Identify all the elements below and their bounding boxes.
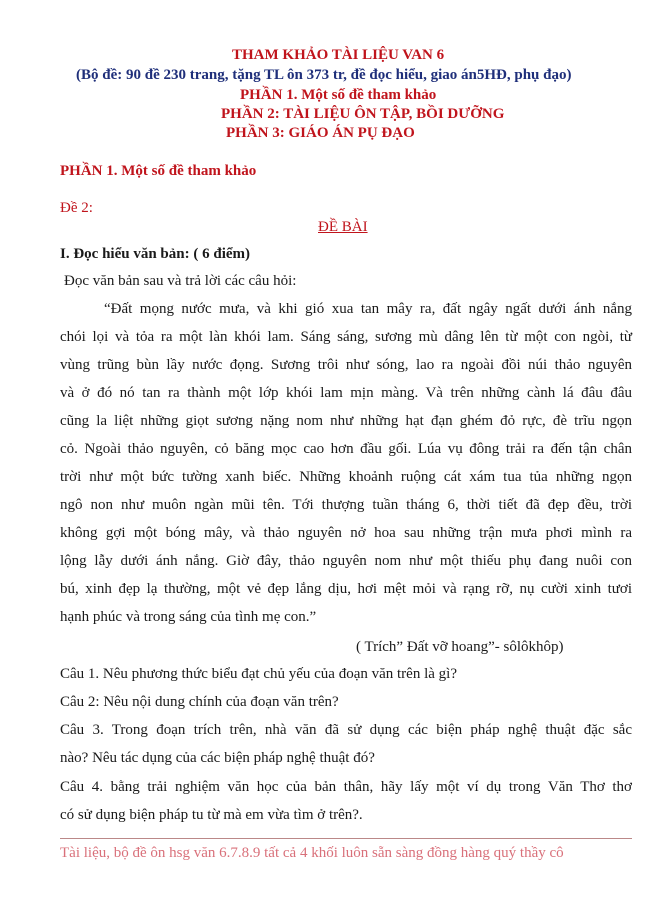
passage-line: vùng trũng bùn lầy nước đọng. Sương trôi như sóng, lao ra ngoài đồi núi thảo nguyên [60, 357, 632, 373]
passage-line: trời như một bức tường xanh biếc. Những khoảnh ruộng cát xám tua tủa những ngọn [60, 469, 632, 485]
part-heading: I. Đọc hiểu văn bản: ( 6 điểm) [60, 246, 251, 262]
question-3: Câu 3. Trong đoạn trích trên, nhà văn đã sử dụng các biện pháp nghệ thuật đặc sắc [60, 722, 632, 738]
passage-line: cỏ. Ngoài thảo nguyên, cỏ băng mọc cao hơn đầu gối. Lúa vụ đông trải ra đến tận chân [60, 441, 632, 457]
citation: ( Trích” Đất vỡ hoang”- sôlôkhôp) [356, 639, 564, 655]
passage-line: chói lọi và tỏa ra một làn khói lam. Sáng sáng, sương mù dâng lên từ một con ngòi, từ [60, 329, 632, 345]
instruction: Đọc văn bản sau và trả lời các câu hỏi: [64, 273, 297, 289]
question-1: Câu 1. Nêu phương thức biểu đạt chủ yếu của đoạn văn trên là gì? [60, 666, 457, 682]
toc-part3: PHẦN 3: GIÁO ÁN PỤ ĐẠO [226, 125, 415, 141]
toc-part1: PHẦN 1. Một số đề tham khảo [240, 87, 437, 103]
doc-subtitle: (Bộ đề: 90 đề 230 trang, tặng TL ôn 373 tr, đề đọc hiểu, giao án5HĐ, phụ đạo) [76, 67, 572, 83]
passage-line: “Đất mọng nước mưa, và khi gió xua tan mây ra, đất ngây ngất dưới ánh nắng [104, 301, 632, 317]
exam-label: Đề 2: [60, 200, 93, 216]
section-heading: PHẦN 1. Một số đề tham khảo [60, 163, 257, 179]
passage-line: ngô non như muôn ngàn mũi tên. Tới thượng tuần tháng 6, thời tiết đã đẹp đều, trời [60, 497, 632, 513]
question-4: Câu 4. bằng trải nghiệm văn học của bản thân, hãy lấy một ví dụ trong Văn Thơ thơ [60, 779, 632, 795]
passage-line: hạnh phúc và trong sáng của tình mẹ con.” [60, 609, 317, 625]
passage-line: lộng lẫy dưới ánh nắng. Giờ đây, thảo nguyên nom như một thiếu phụ đang nuôi con [60, 553, 632, 569]
question-3-cont: nào? Nêu tác dụng của các biện pháp nghệ thuật đó? [60, 750, 375, 766]
passage-line: không gợi một bóng mây, và thảo nguyên nở hoa sau những trận mưa phơi mình ra [60, 525, 632, 541]
passage-line: bú, xinh đẹp lạ thường, một vẻ đẹp lắng dịu, hơi mệt mỏi và rạng rỡ, nụ cười xinh tươi [60, 581, 632, 597]
footer-divider [60, 838, 632, 839]
question-2: Câu 2: Nêu nội dung chính của đoạn văn trên? [60, 694, 339, 710]
footer-note: Tài liệu, bộ đề ôn hsg văn 6.7.8.9 tất cả 4 khối luôn sẵn sàng đồng hàng quý thầy cô [60, 845, 564, 861]
passage-line: và ở đó nó tan ra thành một lớp khói lam mịn màng. Và trên những cành lá đâu đâu [60, 385, 632, 401]
toc-part2: PHẦN 2: TÀI LIỆU ÔN TẬP, BỒI DƯỠNG [221, 106, 505, 122]
exam-title: ĐỀ BÀI [318, 219, 368, 235]
passage-line: cũng la liệt những giọt sương nặng nom như những hạt đạn ghém đỏ rực, đè trĩu ngọn [60, 413, 632, 429]
doc-title: THAM KHẢO TÀI LIỆU VAN 6 [232, 47, 445, 63]
question-4-cont: có sử dụng biện pháp tu từ mà em vừa tìm ở trên?. [60, 807, 363, 823]
